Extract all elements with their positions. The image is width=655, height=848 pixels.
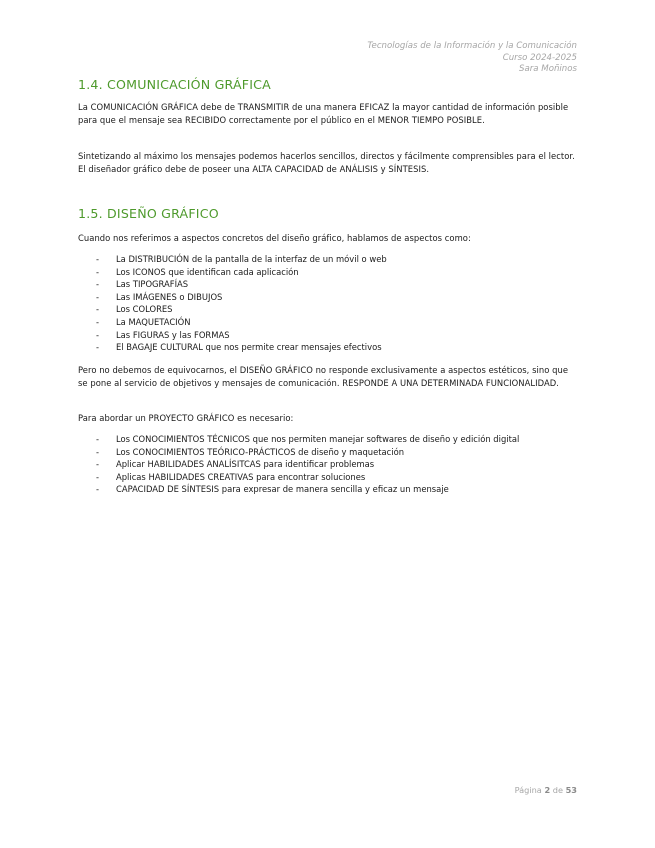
diseno-intro — [78, 232, 578, 245]
header-author: Sara Moñinos — [519, 64, 577, 74]
section-heading: 1.5. DISEÑO GRÁFICO — [78, 206, 219, 221]
aspects-list — [78, 253, 578, 354]
section-comunicacion-grafica-body — [78, 101, 578, 126]
requirements-list — [78, 433, 578, 496]
paragraph: Cuando nos referimos a aspectos concretos del diseño gráfico, hablamos de aspectos como: — [78, 233, 471, 243]
project-intro — [78, 412, 578, 425]
list-item: - Los COLORES — [78, 303, 578, 316]
page-of: de — [552, 785, 563, 795]
list-item: - Los ICONOS que identifican cada aplicación — [78, 266, 578, 279]
header-course: Curso 2024-2025 — [502, 52, 577, 63]
page-header — [367, 41, 577, 76]
list-item: - Las FIGURAS y las FORMAS — [78, 329, 578, 342]
diseno-function — [78, 364, 578, 389]
page-label: Página — [514, 785, 542, 795]
section-comunicacion-grafica-body-2 — [78, 150, 578, 175]
total-pages: 53 — [565, 785, 577, 795]
list-item: - Aplicas HABILIDADES CREATIVAS para encontrar soluciones — [78, 471, 578, 484]
list-item: - La DISTRIBUCIÓN de la pantalla de la interfaz de un móvil o web — [78, 253, 578, 266]
header-subject: Tecnologías de la Información y la Comunicación — [367, 41, 577, 51]
page-number — [515, 785, 577, 795]
current-page: 2 — [544, 785, 551, 795]
list-item: - La MAQUETACIÓN — [78, 316, 578, 329]
section-diseno-grafico — [78, 206, 578, 221]
paragraph: Para abordar un PROYECTO GRÁFICO es necesario: — [78, 413, 294, 423]
section-heading: 1.4. COMUNICACIÓN GRÁFICA — [78, 77, 271, 92]
list-item: - Las IMÁGENES o DIBUJOS — [78, 291, 578, 304]
list-item: - Las TIPOGRAFÍAS — [78, 278, 578, 291]
list-item: - Los CONOCIMIENTOS TEÓRICO-PRÁCTICOS de diseño y maquetación — [78, 446, 578, 459]
paragraph: Pero no debemos de equivocarnos, el DISEÑO GRÁFICO no responde exclusivamente a aspectos estéticos, sino que se pone al servicio de objetivos y mensajes de comunicación. RESPONDE A UNA DETERMINADA FUNCIONALIDAD. — [78, 365, 569, 388]
list-item: - El BAGAJE CULTURAL que nos permite crear mensajes efectivos — [78, 341, 578, 354]
paragraph: Sintetizando al máximo los mensajes podemos hacerlos sencillos, directos y fácilmente comprensibles para el lector. El diseñador gráfico debe de poseer una ALTA CAPACIDAD de ANÁLISIS y SÍNTESIS. — [78, 151, 575, 174]
section-comunicacion-grafica — [78, 77, 578, 92]
paragraph: La COMUNICACIÓN GRÁFICA debe de TRANSMITIR de una manera EFICAZ la mayor cantidad de información posible para que el mensaje sea RECIBIDO correctamente por el público en el MENOR TIEMPO POSIBLE. — [78, 102, 569, 125]
list-item: - Aplicar HABILIDADES ANALÍSITCAS para identificar problemas — [78, 458, 578, 471]
list-item: - Los CONOCIMIENTOS TÉCNICOS que nos permiten manejar softwares de diseño y edición digital — [78, 433, 578, 446]
list-item: - CAPACIDAD DE SÍNTESIS para expresar de manera sencilla y eficaz un mensaje — [78, 483, 578, 496]
